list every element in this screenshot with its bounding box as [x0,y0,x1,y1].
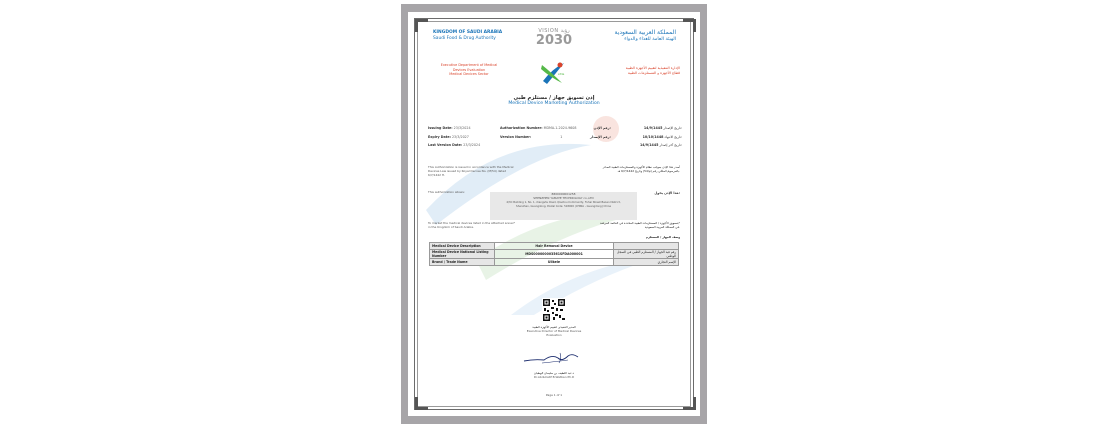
row-value: Ulikeie [495,259,614,266]
row-label-ar: رقم قيد الجهاز / المستلزم الطبي في السجل الوطني [614,250,679,259]
signatory-name: د.عبد اللطيف بن سليمان الوطبان Dr.Abdullatif B.Watban Ph.D [533,371,575,379]
row-label: Medical Device Description [430,243,495,250]
corner-ornament [415,19,428,32]
legal-statement-en: This Authorization is issued in accordance with the Medical Devices Law issued by Royal Decree No. (M/54) dated 6/7/1442 H. [428,165,514,177]
issue-dates-en: Issuing Date: 23/3/2024 Expiry Date: 23/3/2027 Last Version Date: 23/3/2024 [428,126,481,147]
row-label-ar [614,243,679,250]
authorization-number: Authorization Number: MDMA-1-2024-9608 Version Number: 1 [500,126,577,139]
department-ar: الإدارة التنفيذية لتقييم الأجهزة الطبية قطاع الأجهزة و المستلزمات الطبية [625,66,680,75]
allows-label-en: This authorization allows: [428,190,465,194]
table-row [430,259,679,266]
market-statement-ar: بتسويق الأجهزة / المستلزمات الطبية المحددة في القائمة المرفقة* في المملكة العربية السعودية. [599,221,680,229]
market-statement-en: To market the medical devices listed in the attached annex* in the Kingdom of Saudi Arabia. [428,221,516,229]
company-block: 8800000001258 SHENZHEN YAMATE TECHNOLOGY co.,LTD 4/3C Building 1, No. 1, Xiangshu Road, Qiaotou Community, Fuhai Street Baoan District, Shenzhen, Guangdong, Postal Code: 518000 (CHINA - Guangdong) China [490,192,637,220]
table-row [430,243,679,250]
department-en: Executive Department of Medical Devices Evaluation Medical Devices Sector [440,63,498,77]
sfda-logo-icon [538,59,568,87]
page-number: Page 1 of 1 [545,393,563,397]
row-label-ar: الإسم التجاري [614,259,679,266]
device-details-table [429,242,679,266]
table-row [430,250,679,259]
org-name-ar: المملكة العربية السعودية الهيئة العامة للغذاء والدواء [614,29,676,42]
row-value: Hair Removal Device [495,243,614,250]
svg-text:sfda: sfda [558,72,565,76]
qr-code [542,298,566,322]
signature-image [522,350,580,366]
org-name-en: KINGDOM OF SAUDI ARABIA Saudi Food & Drug Authority [433,30,503,41]
corner-ornament [415,397,428,410]
page-title: إذن تسويق جهاز / مستلزم طبي Medical Device Marketing Authorization [508,95,600,106]
issue-dates-ar: 14/9/1445 تاريخ الإصدار: 10/10/1448 تاريخ الانتهاء: 14/9/1445 تاريخ آخر إصدار: [639,126,682,147]
legal-statement-ar: أصدر هذا الإذن بموجب نظام الأجهزة والمستلزمات الطبية الصادر بالمرسوم الملكي رقم (م/54) وتاريخ 6/7/1442 هـ. [602,165,680,173]
device-description-ar-heading: وصف الجهاز / المستلزم [645,235,680,239]
row-label: Brand / Trade Name [430,259,495,266]
row-label: Medical Device National Listing Number [430,250,495,259]
signatory-title: المدير التنفيذي لتقييم الأجهزة الطبية Executive Director of Medical Devices Evaluation [526,325,582,337]
corner-ornament [683,19,696,32]
vision-2030-logo: VISION رؤية 2030 [535,28,573,48]
row-value: MDS000000003561SFDA000001 [495,250,614,259]
corner-ornament [683,397,696,410]
authorization-number-ar: رقم الإذن: رقم الإصدار: [590,126,611,139]
allows-label-ar: هذا الإذن يخول: [654,191,680,195]
